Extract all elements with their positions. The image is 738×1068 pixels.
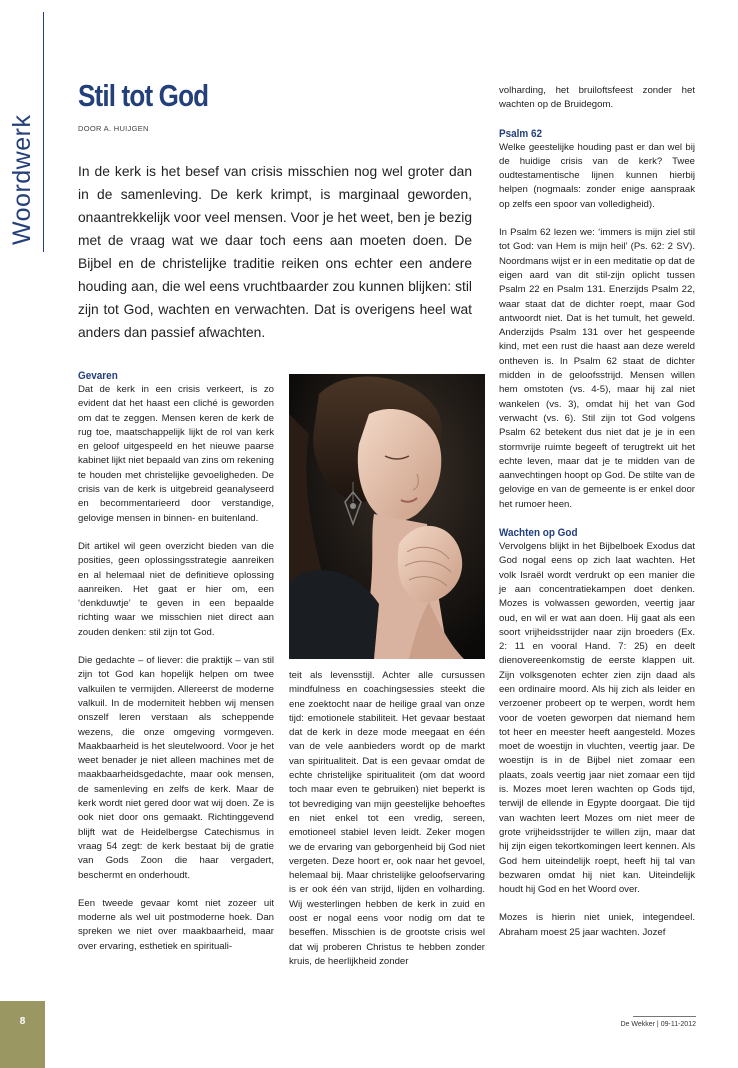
praying-woman-illustration	[289, 374, 485, 659]
paragraph: Mozes is hierin niet uniek, integendeel. Abraham moest 25 jaar wachten. Jozef	[499, 912, 695, 938]
article-title: Stil tot God	[78, 78, 209, 113]
text-column-1	[78, 369, 274, 968]
paragraph: Welke geestelijke houding past er dan wel bij de huidige crisis van de kerk? Twee oudtestamentische lijnen kunnen hierbij helpen (nogmaals: zonder enige aanspraak op zelfs een spoor van volledigheid).	[499, 141, 695, 210]
paragraph: In Psalm 62 lezen we: ‘immers is mijn ziel stil tot God: van Hem is mijn heil’ (Ps. 62: 2 SV). Noordmans wijst er in een meditatie op dat de eigen aard van dit stil-zijn oplicht tussen Psalm 22 en Psalm 131. Enerzijds Psalm 22, waar staat dat de dichter roept, maar God antwoordt niet. Dat is het tumult, het geweld. Anderzijds Psalm 131 over het gespeende kind, met een rust die haast aan deze wereld ontheven is. In Psalm 62 staat de dichter midden in de geloofsstrijd. Mensen willen hem omstoten (vs. 4-5), maar hij zal niet wankelen (vs. 3), omdat hij het van God verwacht (vs. 6). Stil zijn tot God volgens Psalm 62 betekent dus niet dat je je in een stormvrije ruimte begeeft of terugtrekt uit het echte leven, maar dat je te midden van de aanvechtingen hoopt op God. De stilte van de gelovige en van de gemeente is er enkel door het rumoer heen.	[499, 227, 695, 510]
heading-gevaren: Gevaren	[78, 370, 118, 382]
article-byline: DOOR A. HUIJGEN	[78, 124, 149, 133]
footer-rule	[633, 1016, 696, 1017]
paragraph: Die gedachte – of liever: die praktijk – van stil zijn tot God kan hopelijk helpen om twee valkuilen te vermijden. Allereerst de moderne valkuil. In de moderniteit hebben wij mensen onszelf leren verstaan als scheppende wezens, die onze omgeving vormgeven. Maakbaarheid is het sleutelwoord. Voor je het weet benader je niet alleen machines met de maakbaarheidsgedachte, maar ook mensen, de samenleving en zelfs de kerk. Maar de kerk wordt niet gered door wat wij doen. Ze is ook niet door ons gemaakt. Richtinggevend blijft wat de Heidelbergse Catechismus in vraag 54 zegt: de kerk bestaat bij de gratie van Gods Zoon die haar vergadert, beschermt en onderhoudt.	[78, 655, 274, 881]
text-column-3	[499, 84, 695, 954]
paragraph: Dit artikel wil geen overzicht bieden van die posities, geen oplossingsstrategie aanreiken en al helemaal niet de definitieve oplossing aanreiken. Het gaat er hier om, een ‘denkduwtje’ te geven in een bepaalde richting waar we misschien niet direct aan zouden denken: stil zijn tot God.	[78, 540, 274, 638]
photo-praying-woman	[289, 374, 485, 659]
text-column-2	[289, 669, 485, 983]
publication-footer: De Wekker | 09-11-2012	[620, 1021, 696, 1028]
paragraph: Dat de kerk in een crisis verkeert, is zo evident dat het haast een cliché is geworden om dat te zeggen. Mensen keren de kerk de rug toe, maatschappelijk lijkt de rol van kerk en geloof uitgespeeld en het nieuwe paarse kabinet lijkt niet bepaald van zins om rekening te houden met christelijke gevoeligheden. De crisis van de kerk is uitgebreid geanalyseerd en becommentarieerd door verstandige, gelovige mensen in binnen- en buitenland.	[78, 384, 274, 524]
article-intro: In de kerk is het besef van crisis misschien nog wel groter dan in de samenleving. De kerk krimpt, is marginaal geworden, onaantrekkelijk voor veel mensen. Voor je het weet, ben je bezig met de vraag wat we daar toch eens aan moeten doen. De Bijbel en de christelijke traditie reiken ons echter een andere houding aan, die wel eens vruchtbaarder zou kunnen blijken: stil zijn tot God, wachten en verwachten. Dat is overigens heel wat anders dan passief afwachten.	[78, 164, 472, 340]
page-number-tab	[0, 1001, 45, 1068]
section-label: Woordwerk	[8, 114, 36, 245]
section-rule	[43, 12, 44, 252]
heading-psalm-62: Psalm 62	[499, 127, 543, 140]
paragraph: Vervolgens blijkt in het Bijbelboek Exodus dat God nogal eens op zich laat wachten. Het volk Israël wordt verdrukt op een manier die je aan concentratiekampen doet denken. Mozes is volwassen geworden, veertig jaar oud, en wil er wat aan doen. Hij gaat als een soort vrijheidsstrijder naar zijn broeders (Ex. 2: 11 en vooral Hand. 7: 25) en deelt dienovereenkomstig de eerste klappen uit. Zijn volksgenoten echter zien zijn daad als een ordinaire moord. Als hij zich als leider en verzoener probeert op te werpen, wordt hem voor de voeten geworpen dat niemand hem tot heer en meester heeft aangesteld. Mozes moet de woestijn in vluchten, veertig jaar. De woestijn is in de Bijbel niet zomaar een plaats, zoals veertig jaar niet zomaar een tijd is. Mozes moet leren wachten op Gods tijd, terwijl de ellende in Egypte doorgaat. Die tijd van wachten leert Mozes om niet meer de grote vrijheidsstrijder te willen zijn, maar dat hij zijn eigen tekortkomingen leert kennen. Als God hem uiteindelijk roept, heeft hij tal van bezwaren omdat hij niet kan. Uiteindelijk houdt hij God en het Woord over.	[499, 541, 695, 896]
page-number: 8	[19, 1016, 26, 1027]
paragraph: Een tweede gevaar komt niet zozeer uit moderne als wel uit postmoderne hoek. Dan spreken we niet over maakbaarheid, maar over ervaring, esthetiek en spirituali-	[78, 897, 274, 952]
paragraph: teit als levensstijl. Achter alle cursussen mindfulness en coachingsessies steekt die ene zoektocht naar de heilige graal van onze tijd: emotionele stabiliteit. Het gevaar bestaat dat de kerk in deze mode meegaat en één van de vele aanbieders wordt op de markt van spiritualiteit. Dat is een gevaar omdat de echte christelijke spiritualiteit (om dat woord toch maar even te gebruiken) niet beperkt is tot bevrediging van mijn geestelijke behoeftes en niet enkel tot een vredig, sereen, emotioneel stabiel leven leidt. Zeker mogen we de ervaring van geborgenheid bij God niet vergeten. Deze hoort er, ook naar het gevoel, helemaal bij. Maar christelijke geloofservaring is er ook één van strijd, lijden en volharding. Wij westerlingen hebben de kerk in zuid en oost er nogal eens voor nodig om dat te beseffen. Misschien is de grootste crisis wel dat wij proberen Christus te hebben zonder kruis, de heerlijkheid zonder	[289, 670, 485, 967]
heading-wachten-op-god: Wachten op God	[499, 527, 578, 540]
paragraph: volharding, het bruiloftsfeest zonder het wachten op de Bruidegom.	[499, 85, 695, 111]
